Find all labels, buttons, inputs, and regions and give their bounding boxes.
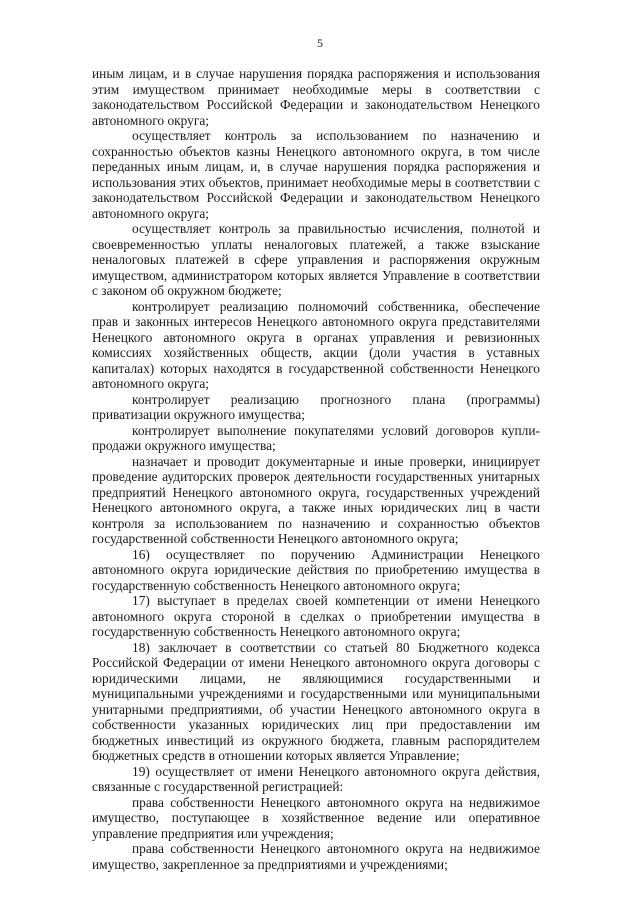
document-body: [92, 66, 540, 872]
paragraph-control-non-tax-payments: осуществляет контроль за правильностью исчисления, полнотой и своевременностью уплаты неналоговых платежей, а также взыскание неналоговых платежей в сфере управления и распоряжения окружным имуществом, администратором которых является Управление в соответствии с законом об окружном бюджете;: [92, 221, 540, 298]
paragraph-inspections: назначает и проводит документарные и иные проверки, инициирует проведение аудиторских проверок деятельности государственных унитарных предприятий Ненецкого автономного округа, государственных учреждений Ненецкого автономного округа, а также иных юридических лиц в части контроля за использованием по назначению и сохранностью объектов государственной собственности Ненецкого автономного округа;: [92, 453, 540, 546]
paragraph-continuation: иным лицам, и в случае нарушения порядка распоряжения и использования этим имуществом принимает необходимые меры в соответствии с законодательством Российской Федерации и законодательством Ненецкого автономного округа;: [92, 66, 540, 128]
paragraph-item-19: 19) осуществляет от имени Ненецкого автономного округа действия, связанные с государственной регистрацией:: [92, 763, 540, 794]
paragraph-control-sale-contracts: контролирует выполнение покупателями условий договоров купли-продажи окружного имущества;: [92, 422, 540, 453]
paragraph-item-18: 18) заключает в соответствии со статьей 80 Бюджетного кодекса Российской Федерации от имени Ненецкого автономного округа договоры с юридическими лицами, не являющимися государственными и муниципальными учреждениями и государственными или муниципальными унитарными предприятиями, об участии Ненецкого автономного округа в собственности указанных юридических лиц при предоставлении им бюджетных инвестиций из окружного бюджета, главным распорядителем бюджетных средств в отношении которых является Управление;: [92, 639, 540, 763]
paragraph-item-17: 17) выступает в пределах своей компетенции от имени Ненецкого автономного округа стороной в сделках о приобретении имущества в государственную собственность Ненецкого автономного округа;: [92, 593, 540, 639]
paragraph-registration-economic-management: права собственности Ненецкого автономного округа на недвижимое имущество, поступающее в хозяйственное ведение или оперативное управление предприятия или учреждения;: [92, 794, 540, 841]
paragraph-control-owner-powers: контролирует реализацию полномочий собственника, обеспечение прав и законных интересов Ненецкого автономного округа представителями Ненецкого автономного округа в органах управления и ревизионных комиссиях хозяйственных обществ, акции (доли участия в уставных капиталах) которых находятся в государственной собственности Ненецкого автономного округа;: [92, 298, 540, 391]
paragraph-item-16: 16) осуществляет по поручению Администрации Ненецкого автономного округа юридические действия по приобретению имущества в государственную собственность Ненецкого автономного округа;: [92, 546, 540, 593]
paragraph-registration-assigned-property: права собственности Ненецкого автономного округа на недвижимое имущество, закрепленное за предприятиями и учреждениями;: [92, 841, 540, 872]
page-number: 5: [317, 36, 323, 50]
paragraph-control-privatization-plan: контролирует реализацию прогнозного плана (программы) приватизации окружного имущества;: [92, 391, 540, 422]
paragraph-control-treasury-objects: осуществляет контроль за использованием по назначению и сохранностью объектов казны Ненецкого автономного округа, в том числе переданных иным лицам, и, в случае нарушения порядка распоряжения и использования этих объектов, принимает необходимые меры в соответствии с законодательством Российской Федерации и законодательством Ненецкого автономного округа;: [92, 128, 540, 221]
